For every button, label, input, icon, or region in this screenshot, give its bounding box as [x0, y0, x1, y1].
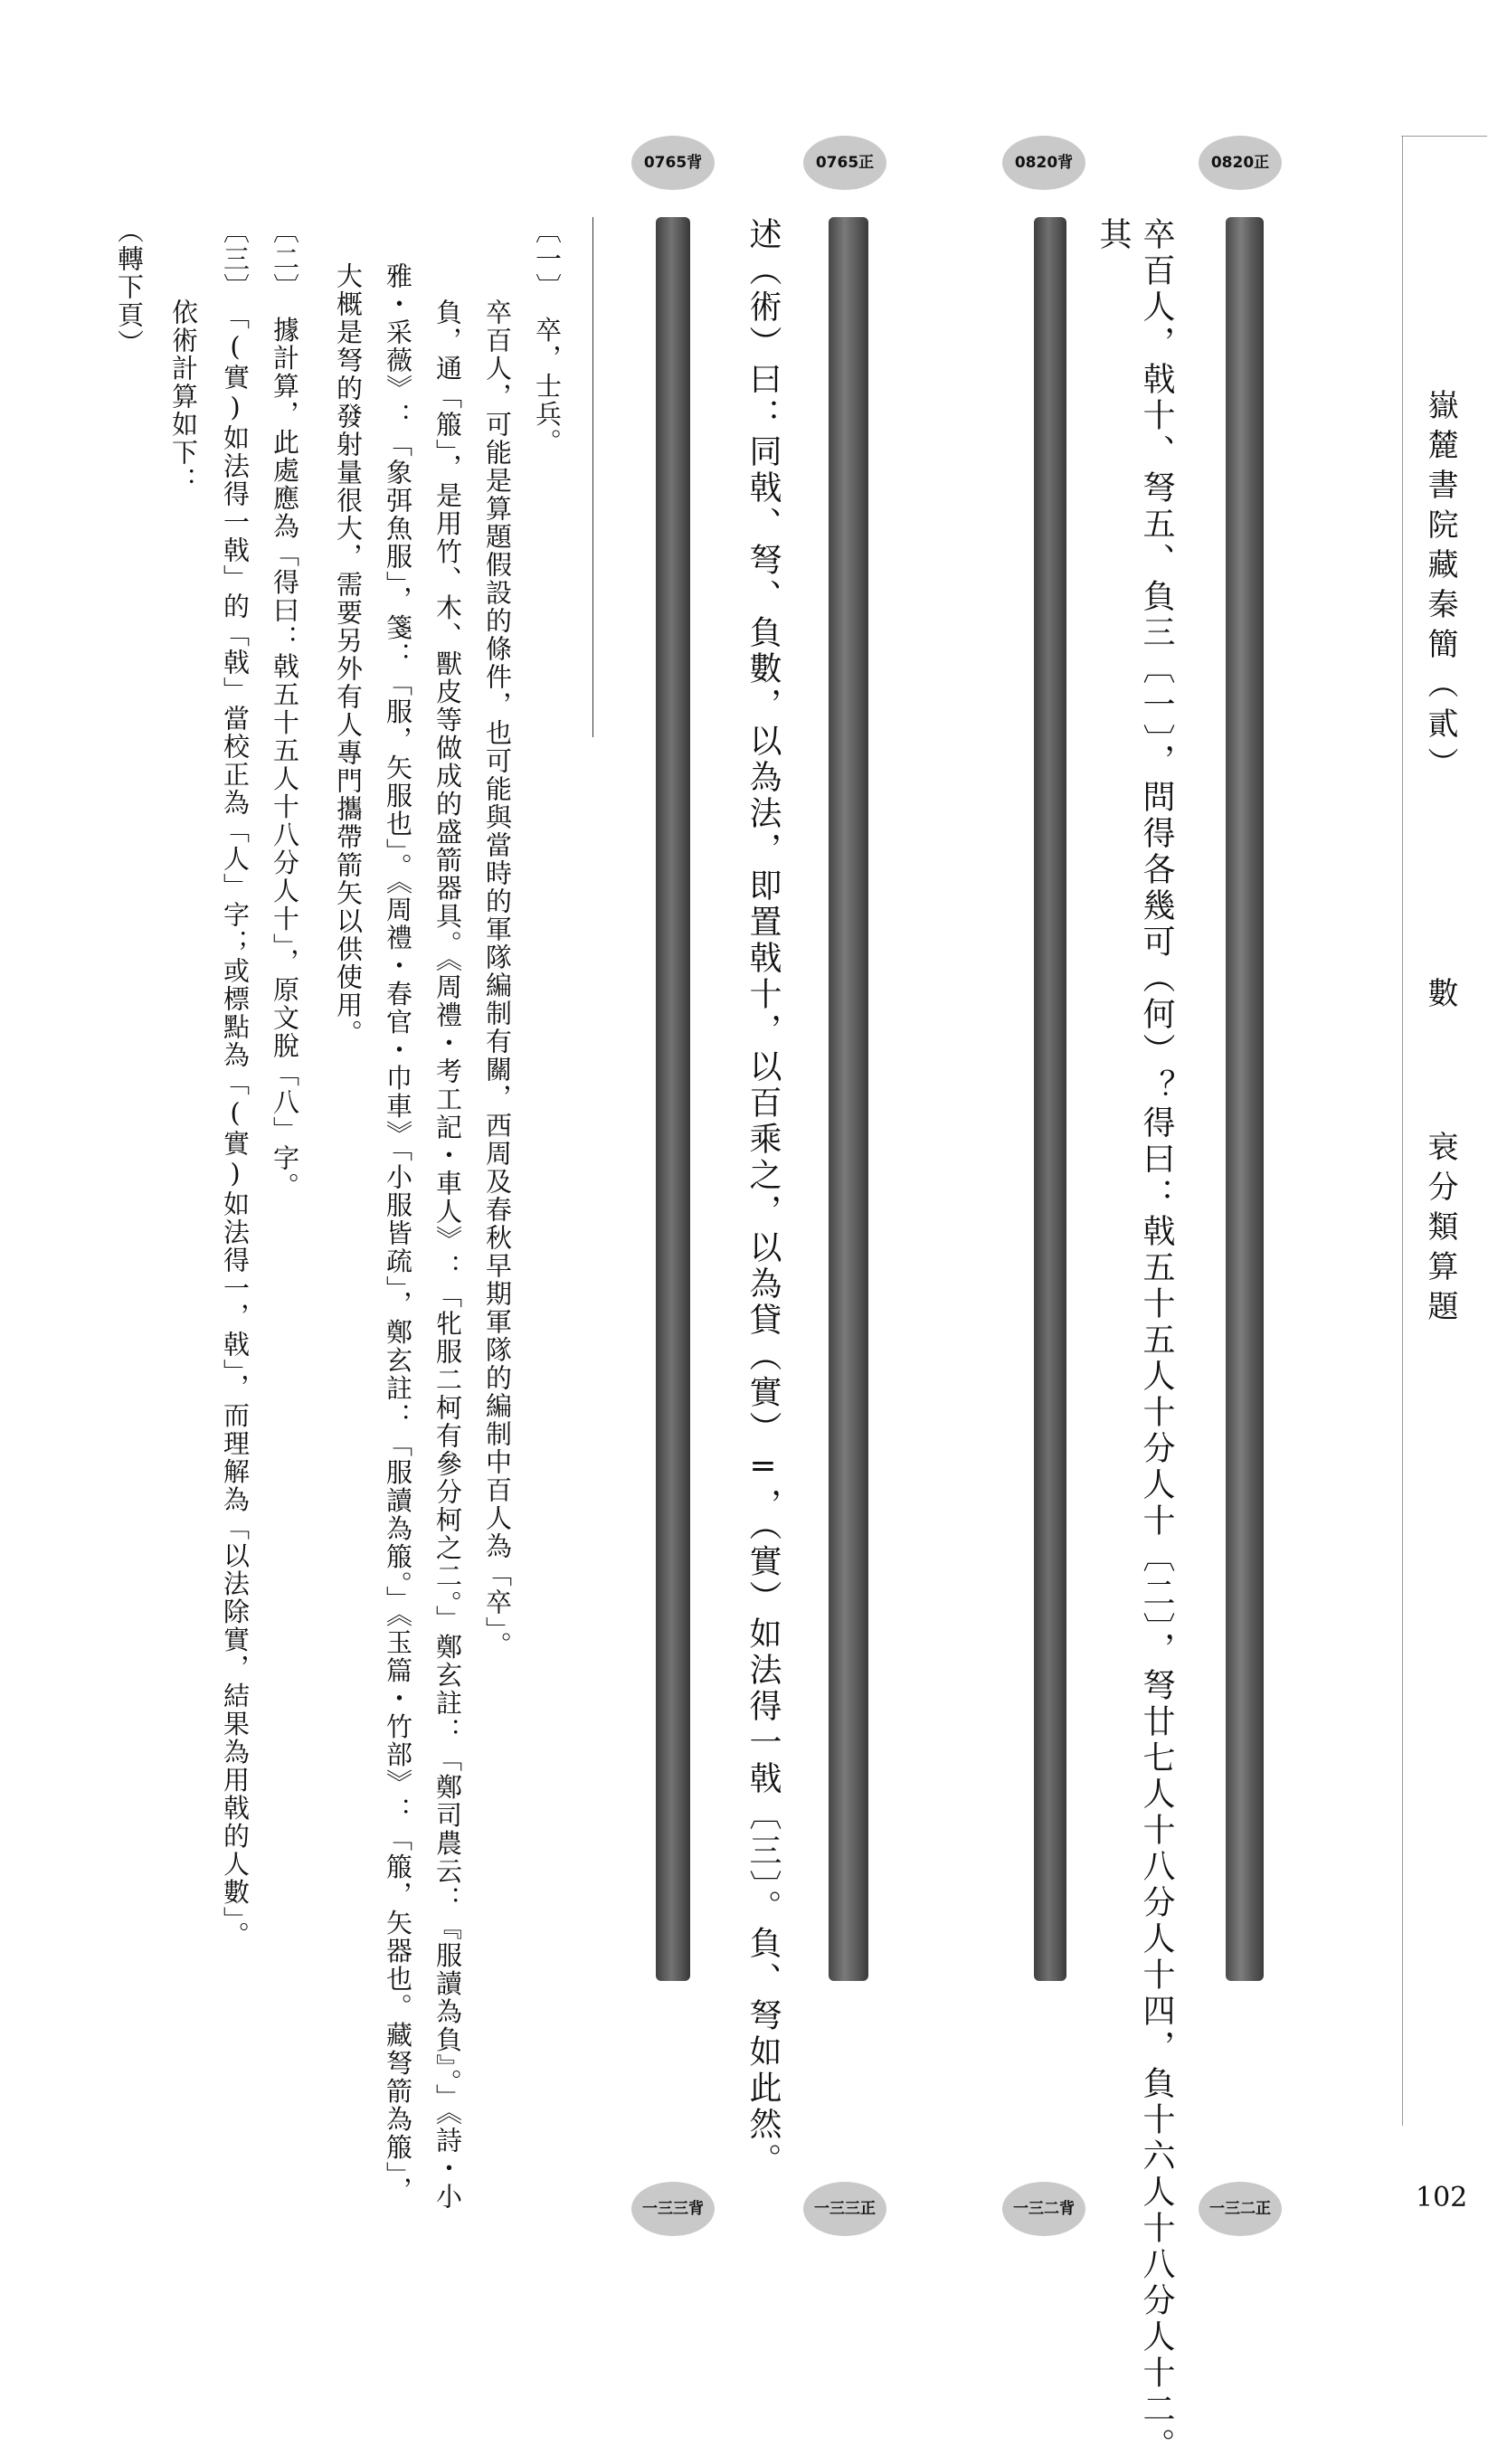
transcription-line: 述（術）曰：同戟、弩、負數，以為法，即置戟十，以百乘之，以為貸（實）=，（實）如法得一戟〔三〕。負、弩如此然。: [744, 217, 782, 2179]
note-line: （轉下頁）: [114, 217, 145, 357]
note-line: 卒百人，可能是算題假設的條件，也可能與當時的軍隊編制有關，西周及春秋早期軍隊的編制中百人為「卒」。: [482, 299, 513, 1660]
transcription-line: 其: [1095, 217, 1132, 253]
transcription-line: 卒百人，戟十、弩五、負三〔一〕，問得各幾可（何）？得曰：戟五十五人十分人十〔二〕，弩廿七人十八分人十四，負十六人十八分人十二。: [1138, 217, 1175, 2464]
bamboo-slip-image: [1034, 217, 1066, 1981]
book-section: 數: [1422, 977, 1458, 1017]
slip-id-bottom: 一三三背: [631, 2182, 715, 2236]
note-line: 〔三〕 「(實)如法得一戟」的「戟」當校正為「人」字；或標點為「(實)如法得一，戟」，而理解為「以法除實，結果為用戟的人數」。: [220, 217, 251, 1949]
note-line: 〔一〕 卒，士兵。: [532, 217, 563, 457]
bamboo-slip-image: [829, 217, 868, 1981]
bamboo-slip-image: [1226, 217, 1264, 1981]
slip-id-top: 0820背: [1002, 136, 1085, 190]
note-line: 負，通「箙」，是用竹、木、獸皮等做成的盛箭器具。《周禮・考工記・車人》：「牝服二柯有參分柯之二。」鄭玄註：「鄭司農云：『服讀為負』。」《詩・小: [432, 299, 463, 2211]
note-line: 依術計算如下：: [168, 299, 199, 495]
note-line: 〔二〕 據計算，此處應為「得曰：戟五十五人十八分人十」，原文脫「八」字。: [270, 217, 300, 1200]
bamboo-slip-image: [656, 217, 690, 1981]
slip-id-top: 0765背: [631, 136, 715, 190]
note-line: 雅・采薇》：「象弭魚服」，箋：「服，矢服也」。《周禮・春官・巾車》「小服皆疏」，鄭玄註：「服讀為箙。」《玉篇・竹部》：「箙，矢器也。藏弩箭為箙」，: [383, 262, 413, 2204]
notes-divider: [592, 217, 593, 737]
slip-id-bottom: 一三三正: [803, 2182, 886, 2236]
slip-id-top: 0765正: [803, 136, 886, 190]
slip-id-top: 0820正: [1199, 136, 1282, 190]
section-title: 衰分類算題: [1422, 1131, 1458, 1330]
page-number: 102: [1416, 2182, 1468, 2213]
slip-id-bottom: 一三二背: [1002, 2182, 1085, 2236]
slip-id-bottom: 一三二正: [1199, 2182, 1282, 2236]
book-title: 嶽麓書院藏秦簡（貳）: [1422, 389, 1458, 787]
note-line: 大概是弩的發射量很大，需要另外有人專門攜帶箭矢以供使用。: [333, 262, 364, 1047]
